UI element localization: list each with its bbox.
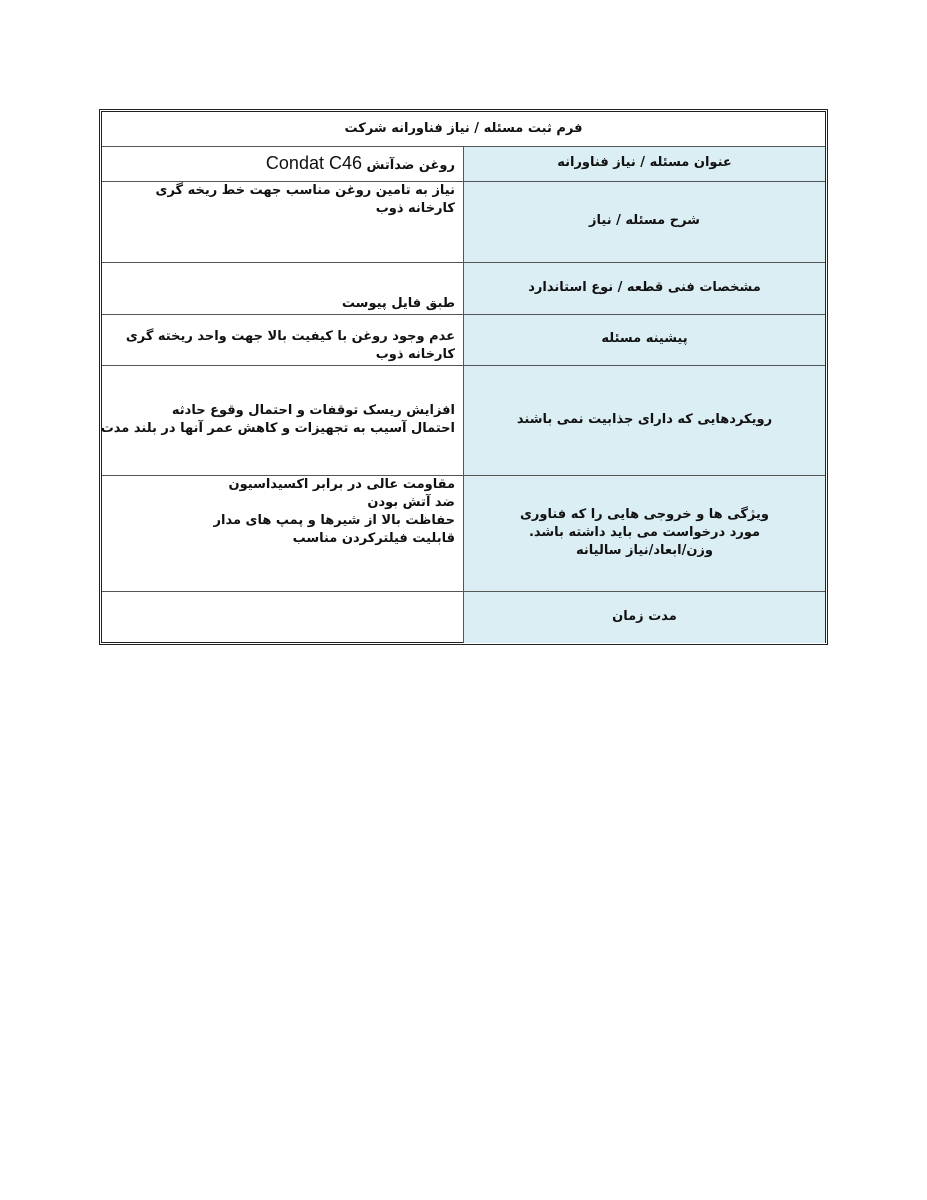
form-title: فرم ثبت مسئله / نیاز فناورانه شرکت	[102, 112, 825, 146]
topic-row	[102, 146, 825, 181]
history-label: پیشینه مسئله	[464, 314, 826, 365]
topic-label: عنوان مسئله / نیاز فناورانه	[464, 146, 826, 181]
specs-label: مشخصات فنی قطعه / نوع استاندارد	[464, 262, 826, 314]
approaches-value	[102, 365, 464, 475]
description-label: شرح مسئله / نیاز	[464, 181, 826, 262]
features-line: ضد آتش بودن	[367, 494, 455, 510]
features-label-line: وزن/ابعاد/نیاز سالیانه	[576, 543, 713, 559]
history-value: عدم وجود روغن با کیفیت بالا جهت واحد ریخته گری کارخانه ذوب	[102, 314, 464, 365]
features-line: قابلیت فیلترکردن مناسب	[292, 531, 455, 547]
topic-value-en: Condat C46	[265, 152, 362, 173]
features-label-line: مورد درخواست می باید داشته باشد.	[528, 524, 761, 540]
duration-row	[102, 591, 825, 643]
specs-value: طبق فایل پیوست	[102, 262, 464, 314]
topic-value-fa: روغن ضدآتش	[366, 157, 455, 173]
history-row	[102, 314, 825, 365]
approaches-line: احتمال آسیب به تجهیزات و کاهش عمر آنها در بلند مدت	[100, 421, 455, 436]
approaches-row	[102, 365, 825, 475]
description-row	[102, 181, 825, 262]
features-label	[464, 475, 826, 591]
description-value: نیاز به تامین روغن مناسب جهت خط ریخه گری کارخانه ذوب	[102, 181, 464, 262]
form-title-row	[102, 112, 825, 146]
features-row	[102, 475, 825, 591]
specs-row	[102, 262, 825, 314]
features-label-line: ویژگی ها و خروجی هایی را که فناوری	[520, 506, 769, 522]
approaches-label: رویکردهایی که دارای جذابیت نمی باشند	[464, 365, 826, 475]
problem-registration-form	[99, 109, 828, 645]
features-value	[102, 475, 464, 591]
duration-value	[102, 591, 464, 643]
features-line: مقاومت عالی در برابر اکسیداسیون	[228, 476, 455, 492]
topic-value	[102, 146, 464, 181]
duration-label: مدت زمان	[464, 591, 826, 643]
features-line: حفاظت بالا از شیرها و پمپ های مدار	[213, 512, 455, 528]
approaches-line: افزایش ریسک توقفات و احتمال وقوع حادثه	[171, 402, 455, 418]
form-table	[102, 112, 825, 643]
